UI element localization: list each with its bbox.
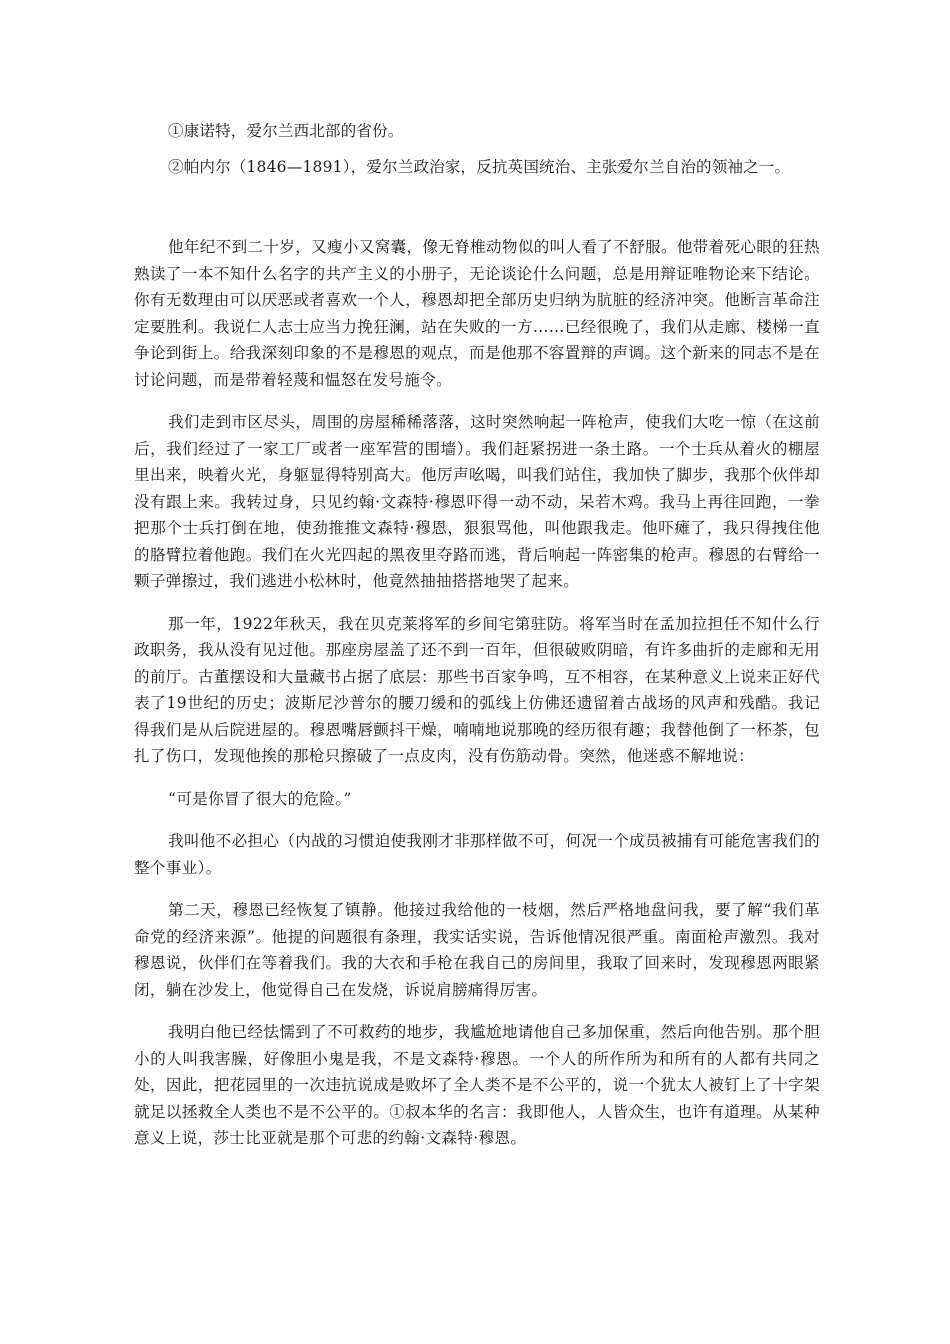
paragraph-reassurance: 我叫他不必担心（内战的习惯迫使我刚才非那样做不可，何况一个成员被捕有可能危害我们的整个事业）。 [134,832,820,877]
paragraph-moon-description: 他年纪不到二十岁，又瘦小又窝囊，像无脊椎动物似的叫人看了不舒服。他带着死心眼的狂热熟读了一本不知什么名字的共产主义的小册子，无论谈论什么问题，总是用辩证唯物论来下结论。你有无数理由可以厌恶或者喜欢一个人，穆恩却把全部历史归纳为肮脏的经济冲突。他断言革命注定要胜利。我说仁人志士应当力挽狂澜，站在失败的一方……已经很晚了，我们从走廊、楼梯一直争论到街上。给我深刻印象的不是穆恩的观点，而是他那不容置辩的声调。这个新来的同志不是在讨论问题，而是带着轻蔑和愠怒在发号施令。 [134,238,820,389]
paragraph-dialogue-danger: “可是你冒了很大的危险。” [168,789,352,808]
section-gap [134,190,820,234]
paragraph-next-day: 第二天，穆恩已经恢复了镇静。他接过我给他的一枝烟，然后严格地盘问我，要了解“我们革命党的经济来源”。他提的问题很有条理，我实话实说，告诉他情况很严重。南面枪声激烈。我对穆恩说，伙伴们在等着我们。我的大衣和手枪在我自己的房间里，我取了回来时，发现穆恩两眼紧闭，躺在沙发上，他觉得自己在发烧，诉说肩膀痛得厉害。 [134,901,820,999]
footnote-connacht: ①康诺特，爱尔兰西北部的省份。 [168,122,404,140]
paragraph-cowardice: 我明白他已经怯懦到了不可救药的地步，我尴尬地请他自己多加保重，然后向他告别。那个胆小的人叫我害臊，好像胆小鬼是我，不是文森特·穆恩。一个人的所作所为和所有的人都有共同之处，因此，把花园里的一次违抗说成是败坏了全人类不是不公平的，说一个犹太人被钉上了十字架就足以拯救全人类也不是不公平的。①叔本华的名言：我即他人，人皆众生，也许有道理。从某种意义上说，莎士比亚就是那个可悲的约翰·文森特·穆恩。 [134,1023,820,1147]
document-page [134,118,820,1168]
paragraph-gunfire-escape: 我们走到市区尽头，周围的房屋稀稀落落，这时突然响起一阵枪声，使我们大吃一惊（在这前后，我们经过了一家工厂或者一座军营的围墙）。我们赶紧拐进一条土路。一个士兵从着火的棚屋里出来，映着火光，身躯显得特别高大。他厉声吆喝，叫我们站住，我加快了脚步，我那个伙伴却没有跟上来。我转过身，只见约翰·文森特·穆恩吓得一动不动，呆若木鸡。我马上再往回跑，一拳把那个士兵打倒在地，使劲推推文森特·穆恩，狠狠骂他，叫他跟我走。他吓瘫了，我只得拽住他的胳臂拉着他跑。我们在火光四起的黑夜里夺路而逃，背后响起一阵密集的枪声。穆恩的右臂给一颗子弹擦过，我们逃进小松林时，他竟然抽抽搭搭地哭了起来。 [134,413,820,590]
paragraph-general-house: 那一年，1922年秋天，我在贝克莱将军的乡间宅第驻防。将军当时在孟加拉担任不知什么行政职务，我从没有见过他。那座房屋盖了还不到一百年，但很破败阴暗，有许多曲折的走廊和无用的前厅。古董摆设和大量藏书占据了底层：那些书百家争鸣，互不相容，在某种意义上说来正好代表了19世纪的历史；波斯尼沙普尔的腰刀缓和的弧线上仿佛还遗留着古战场的风声和残酷。我记得我们是从后院进屋的。穆恩嘴唇颤抖干燥，喃喃地说那晚的经历很有趣；我替他倒了一杯茶，包扎了伤口，发现他挨的那枪只擦破了一点皮肉，没有伤筋动骨。突然，他迷惑不解地说： [134,614,820,765]
footnote-parnell: ②帕内尔（1846—1891），爱尔兰政治家，反抗英国统治、主张爱尔兰自治的领袖之一。 [168,158,791,176]
